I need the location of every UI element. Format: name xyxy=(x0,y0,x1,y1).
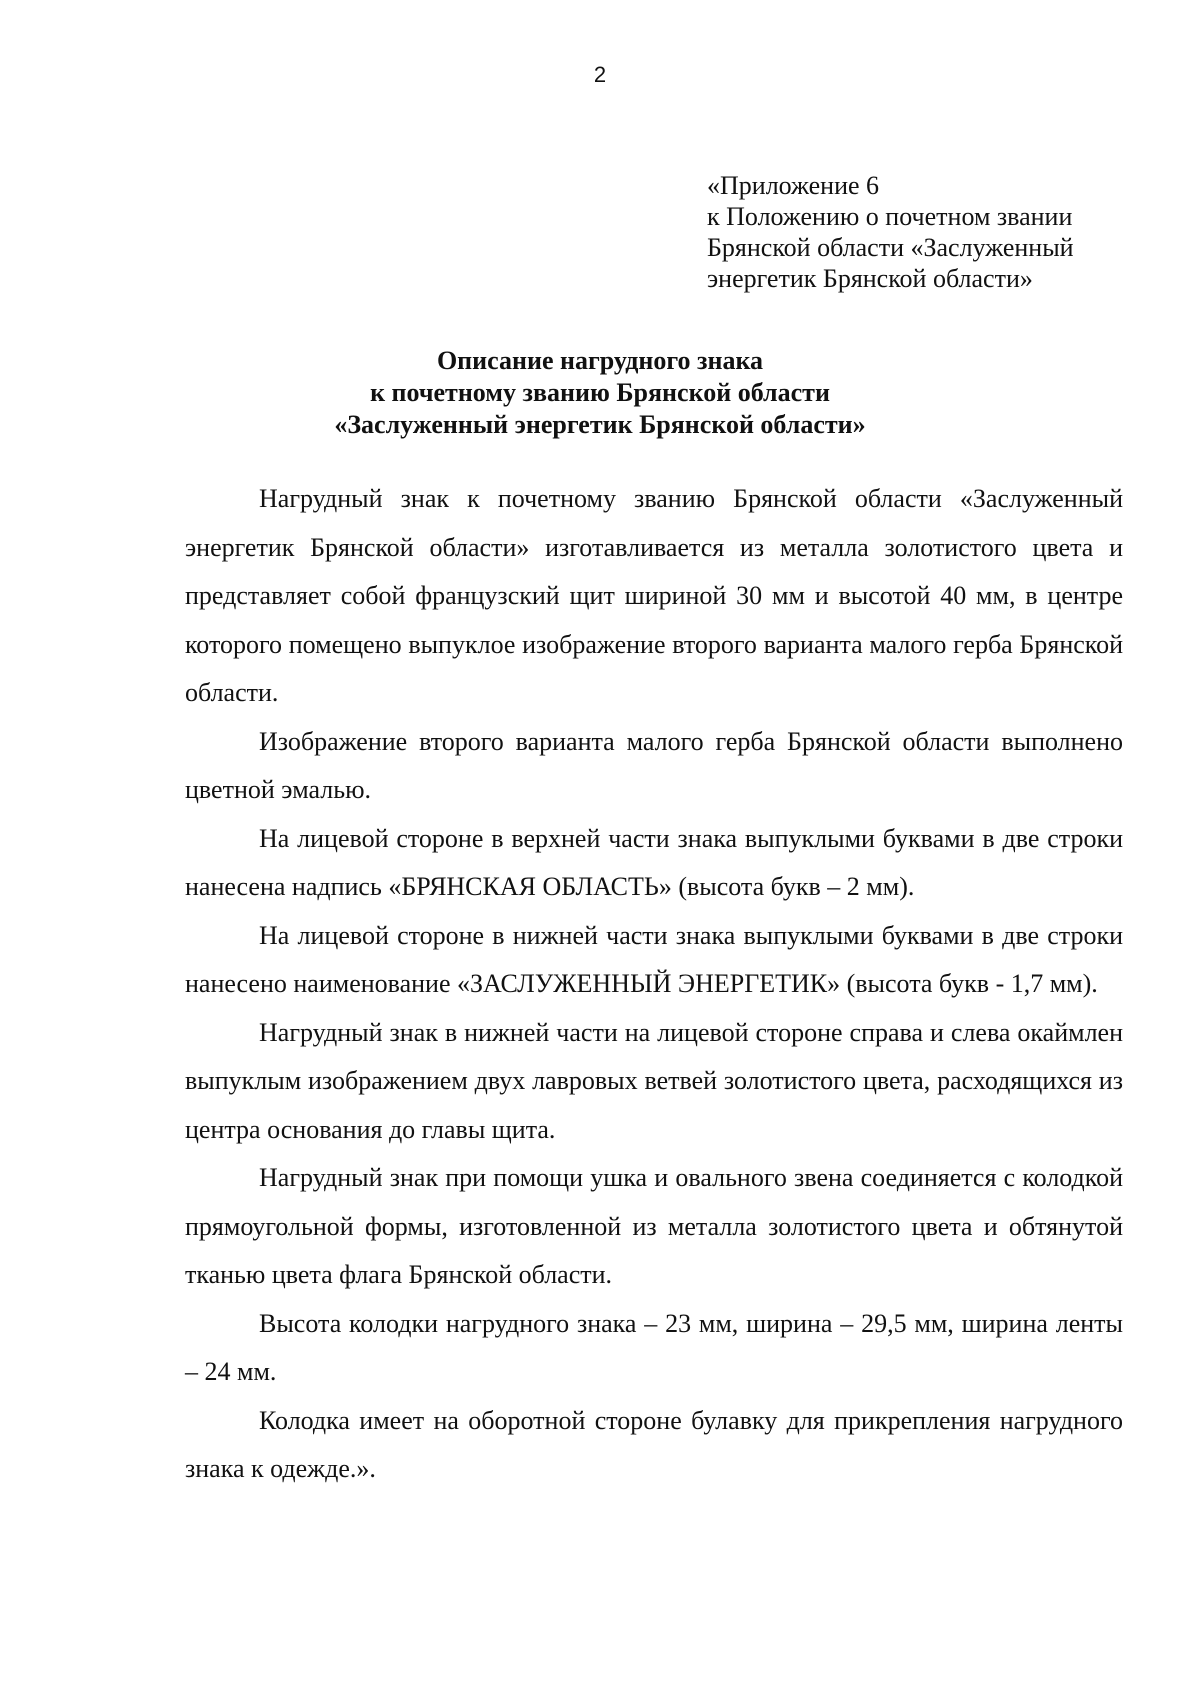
page-number: 2 xyxy=(593,62,607,87)
paragraph: На лицевой стороне в нижней части знака выпуклыми буквами в две строки нанесено наименование «ЗАСЛУЖЕННЫЙ ЭНЕРГЕТИК» (высота букв - 1,7 мм). xyxy=(185,920,1123,998)
paragraph: Нагрудный знак к почетному званию Брянской области «Заслуженный энергетик Брянской области» изготавливается из металла золотистого цвета и представляет собой французский щит шириной 30 мм и высотой 40 мм, в центре которого помещено выпуклое изображение второго варианта малого герба Брянской области. xyxy=(185,484,1123,707)
appendix-line: Брянской области «Заслуженный xyxy=(707,233,1074,262)
paragraph: Нагрудный знак при помощи ушка и овального звена соединяется с колодкой прямоугольной формы, изготовленной из металла золотистого цвета и обтянутой тканью цвета флага Брянской области. xyxy=(185,1163,1123,1289)
appendix-line: «Приложение 6 xyxy=(707,171,880,200)
title-line: к почетному званию Брянской области xyxy=(370,378,830,407)
appendix-line: энергетик Брянской области» xyxy=(707,264,1033,293)
paragraph: Изображение второго варианта малого герба Брянской области выполнено цветной эмалью. xyxy=(185,726,1123,804)
document-body xyxy=(185,475,1123,1494)
document-title xyxy=(0,345,1200,441)
title-line: Описание нагрудного знака xyxy=(436,346,764,375)
paragraph: Колодка имеет на оборотной стороне булавку для прикрепления нагрудного знака к одежде.». xyxy=(185,1405,1123,1483)
paragraph: На лицевой стороне в верхней части знака выпуклыми буквами в две строки нанесена надпись «БРЯНСКАЯ ОБЛАСТЬ» (высота букв – 2 мм). xyxy=(185,823,1123,901)
appendix-line: к Положению о почетном звании xyxy=(707,202,1073,231)
paragraph: Нагрудный знак в нижней части на лицевой стороне справа и слева окаймлен выпуклым изображением двух лавровых ветвей золотистого цвета, расходящихся из центра основания до главы щита. xyxy=(185,1017,1123,1144)
appendix-reference xyxy=(707,170,1177,294)
title-line: «Заслуженный энергетик Брянской области» xyxy=(334,410,866,439)
paragraph: Высота колодки нагрудного знака – 23 мм, ширина – 29,5 мм, ширина ленты – 24 мм. xyxy=(185,1308,1123,1386)
